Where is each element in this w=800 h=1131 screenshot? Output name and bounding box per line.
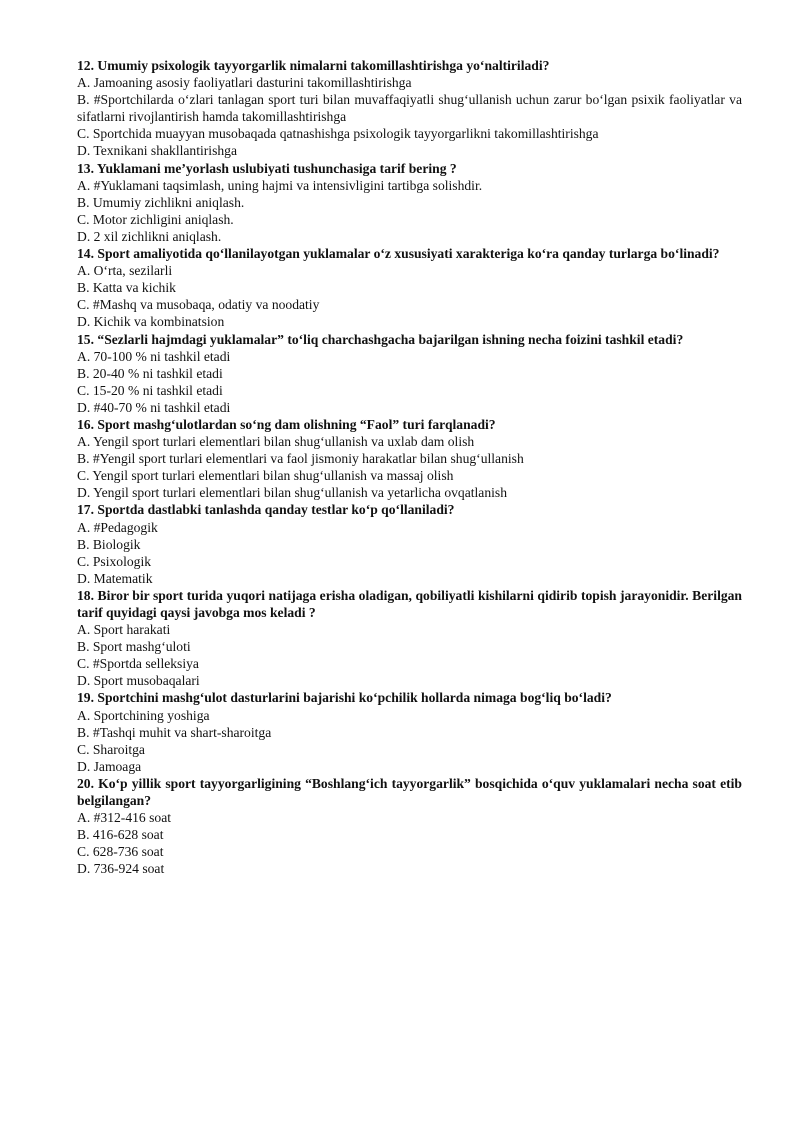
- answer-option-c: C. Psixologik: [77, 553, 152, 569]
- question-text: 13. Yuklamani me’yorlash uslubiyati tushunchasiga tarif bering ?: [77, 160, 457, 176]
- question-text: 19. Sportchini mashg‘ulot dasturlarini bajarishi ko‘pchilik hollarda nimaga bog‘liq bo‘ladi?: [77, 690, 612, 706]
- question-16: [77, 416, 742, 501]
- answer-option-d: D. Yengil sport turlari elementlari bilan shug‘ullanish va yetarlicha ovqatlanish: [77, 485, 507, 501]
- question-text: 17. Sportda dastlabki tanlashda qanday testlar ko‘p qo‘llaniladi?: [77, 502, 455, 518]
- answer-option-a: A. Yengil sport turlari elementlari bilan shug‘ullanish va uxlab dam olish: [77, 434, 475, 450]
- question-17: [77, 501, 742, 586]
- answer-option-c: C. Sportchida muayyan musobaqada qatnashishga psixologik tayyorgarlikni takomillashtirishga: [77, 126, 599, 142]
- answer-option-b: B. Sport mashg‘uloti: [77, 639, 191, 655]
- question-text: 12. Umumiy psixologik tayyorgarlik nimalarni takomillashtirishga yo‘naltiriladi?: [77, 58, 550, 73]
- question-text: 16. Sport mashg‘ulotlardan so‘ng dam olishning “Faol” turi farqlanadi?: [77, 416, 496, 432]
- question-12: [77, 57, 742, 160]
- question-19: [77, 689, 742, 774]
- answer-option-c: C. #Sportda selleksiya: [77, 656, 199, 672]
- answer-option-c: C. Motor zichligini aniqlash.: [77, 211, 234, 227]
- answer-option-a: A. 70-100 % ni tashkil etadi: [77, 348, 231, 364]
- answer-option-d: D. Matematik: [77, 570, 153, 586]
- question-13: [77, 160, 742, 245]
- answer-option-a: A. #Pedagogik: [77, 519, 158, 535]
- answer-option-c: C. Yengil sport turlari elementlari bilan shug‘ullanish va massaj olish: [77, 468, 454, 484]
- answer-option-b: B. 20-40 % ni tashkil etadi: [77, 365, 223, 381]
- answer-option-b: B. Biologik: [77, 536, 141, 552]
- question-18: [77, 587, 742, 690]
- question-text: 15. “Sezlarli hajmdagi yuklamalar” to‘liq charchashgacha bajarilgan ishning necha foizini tashkil etadi?: [77, 331, 684, 347]
- answer-option-c: C. Sharoitga: [77, 741, 145, 757]
- answer-option-d: D. Sport musobaqalari: [77, 673, 200, 689]
- answer-option-a: A. Jamoaning asosiy faoliyatlari dasturini takomillashtirishga: [77, 75, 412, 91]
- answer-option-b: B. #Tashqi muhit va shart-sharoitga: [77, 724, 272, 740]
- answer-option-c: C. 15-20 % ni tashkil etadi: [77, 382, 223, 398]
- answer-option-b: B. #Yengil sport turlari elementlari va faol jismoniy harakatlar bilan shug‘ullanish: [77, 451, 524, 467]
- answer-option-d: D. 2 xil zichlikni aniqlash.: [77, 228, 222, 244]
- answer-option-a: A. #312-416 soat: [77, 810, 172, 826]
- answer-option-b: B. #Sportchilarda o‘zlari tanlagan sport turi bilan muvaffaqiyatli shug‘ullanish uchun zarur bo‘lgan psixik faoliyatlar va sifatlarni rivojlantirish hamda takomillashtirishga: [77, 92, 742, 125]
- answer-option-b: B. 416-628 soat: [77, 827, 164, 843]
- question-20: [77, 775, 742, 878]
- question-text: 20. Ko‘p yillik sport tayyorgarligining “Boshlang‘ich tayyorgarlik” bosqichida o‘quv yuklamalari necha soat etib belgilangan?: [77, 775, 742, 809]
- answer-option-d: D. Texnikani shakllantirishga: [77, 143, 238, 159]
- answer-option-a: A. #Yuklamani taqsimlash, uning hajmi va intensivligini tartibga solishdir.: [77, 177, 483, 193]
- answer-option-d: D. Jamoaga: [77, 758, 142, 774]
- question-15: [77, 331, 742, 416]
- answer-option-a: A. Sport harakati: [77, 622, 171, 638]
- answer-option-b: B. Katta va kichik: [77, 280, 176, 296]
- answer-option-c: C. #Mashq va musobaqa, odatiy va noodatiy: [77, 297, 320, 313]
- answer-option-d: D. Kichik va kombinatsion: [77, 314, 225, 330]
- question-text: 14. Sport amaliyotida qo‘llanilayotgan yuklamalar o‘z xususiyati xarakteriga ko‘ra qanday turlarga bo‘linadi?: [77, 246, 720, 262]
- question-text: 18. Biror bir sport turida yuqori natijaga erisha oladigan, qobiliyatli kishilarni qidirib topish jarayonidir. Berilgan tarif quyidagi qaysi javobga mos keladi ?: [77, 587, 742, 620]
- answer-option-c: C. 628-736 soat: [77, 844, 164, 860]
- answer-option-d: D. 736-924 soat: [77, 861, 165, 877]
- answer-option-b: B. Umumiy zichlikni aniqlash.: [77, 194, 245, 210]
- answer-option-a: A. Sportchining yoshiga: [77, 707, 210, 723]
- question-14: [77, 245, 742, 330]
- answer-option-a: A. O‘rta, sezilarli: [77, 263, 173, 279]
- answer-option-d: D. #40-70 % ni tashkil etadi: [77, 399, 231, 415]
